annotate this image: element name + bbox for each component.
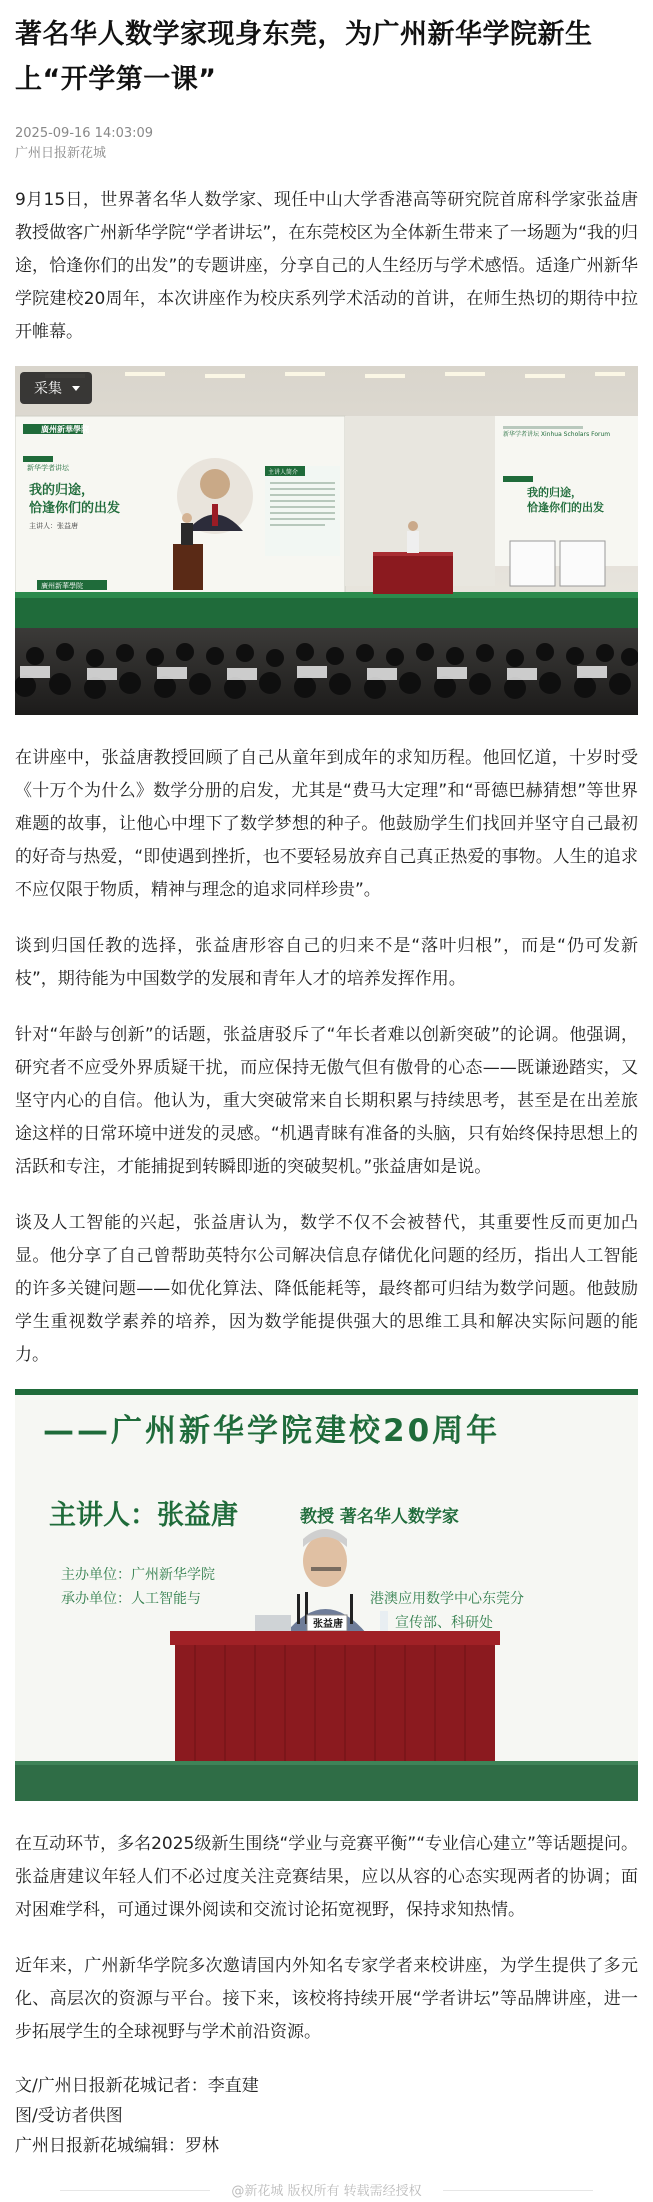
hall-intro-heading: 主讲人简介 xyxy=(268,469,299,476)
paragraph-ai: 谈及人工智能的兴起，张益唐认为，数学不仅不会被替代，其重要性反而更加凸显。他分享了自己曾帮助英特尔公司解决信息存储优化问题的经历，指出人工智能的许多关键问题——如优化算法、降低能耗等，最终都可归结为数学问题。他鼓励学生重视数学素养的培养，因为数学能提供强大的思维工具和解决实际问题的能力。 xyxy=(15,1213,638,1365)
paragraph-innovation: 针对“年龄与创新”的话题，张益唐驳斥了“年长者难以创新突破”的论调。他强调，研究者不应受外界质疑干扰，而应保持无傲气但有傲骨的心态——既谦逊踏实，又坚守内心的自信。他认为，重大突破常来自长期积累与持续思考，甚至是在出差旅途这样的日常环境中迸发的灵感。“机遇青睐有准备的头脑，只有始终保持思想上的活跃和专注，才能捕捉到转瞬即逝的突破契机。”张益唐如是说。 xyxy=(15,1025,638,1177)
hall-right-title-1: 我的归途， xyxy=(527,486,582,499)
paragraph-return: 谈到归国任教的选择，张益唐形容自己的归来不是“落叶归根”，而是“仍可发新枝”，期待能为中国数学的发展和青年人才的培养发挥作用。 xyxy=(15,936,638,989)
hall-school-name-bottom: 廣州新華學院 xyxy=(41,582,83,590)
podium-host: 主办单位：广州新华学院 xyxy=(61,1567,215,1583)
copyright-text: @新花城 版权所有 转载需经授权 xyxy=(231,2184,422,2199)
copyright-footer xyxy=(0,2180,653,2199)
hall-right-title-2: 恰逢你们的出发 xyxy=(527,501,604,514)
paragraph-intro: 9月15日，世界著名华人数学家、现任中山大学香港高等研究院首席科学家张益唐教授做客广州新华学院“学者讲坛”，在东莞校区为全体新生带来了一场题为“我的归途，恰逢你们的出发”的专题讲座，分享自己的人生经历与学术感悟。适逢广州新华学院建校20周年，本次讲座作为校庆系列学术活动的首讲，在师生热切的期待中拉开帷幕。 xyxy=(15,190,638,342)
lecture-hall-illustration xyxy=(15,366,638,715)
collect-button[interactable] xyxy=(20,372,92,404)
chevron-down-icon xyxy=(72,386,80,391)
paragraph-interaction: 在互动环节，多名2025级新生围绕“学业与竞赛平衡”“专业信心建立”等话题提问。张益唐建议年轻人们不必过度关注竞赛结果，应以从容的心态实现两者的协调；面对困难学科，可通过课外阅读和交流讨论拓宽视野，保持求知热情。 xyxy=(15,1834,638,1920)
podium-nameplate: 张益唐 xyxy=(313,1619,343,1630)
podium-cohost-b: 港澳应用数学中心东莞分 xyxy=(370,1591,524,1607)
hall-right-tag: 新华学者讲坛 Xinhua Scholars Forum xyxy=(503,431,611,438)
article-credits xyxy=(15,2071,638,2161)
reporter-credit: 文/广州日报新花城记者：李直建 xyxy=(15,2076,259,2096)
editor-credit: 广州日报新花城编辑：罗林 xyxy=(15,2136,219,2156)
article-title: 著名华人数学家现身东莞，为广州新华学院新生上“开学第一课” xyxy=(15,19,593,95)
podium-banner-text: ——广州新华学院建校20周年 xyxy=(43,1413,501,1449)
collect-label: 采集 xyxy=(34,381,62,397)
source-name[interactable]: 广州日报新花城 xyxy=(15,146,107,161)
hall-speaker-line: 主讲人：张益唐 xyxy=(29,522,78,530)
podium-cohost-c: 宣传部、科研处 xyxy=(395,1615,493,1631)
lecture-hall-photo[interactable] xyxy=(15,366,638,715)
photo-credit: 图/受访者供图 xyxy=(15,2106,123,2126)
podium-cohost-a: 承办单位：人工智能与 xyxy=(61,1591,201,1607)
hall-talk-title-2: 恰逢你们的出发 xyxy=(29,501,121,516)
paragraph-outlook: 近年来，广州新华学院多次邀请国内外知名专家学者来校讲座，为学生提供了多元化、高层次的资源与平台。接下来，该校将持续开展“学者讲坛”等品牌讲座，进一步拓展学生的全球视野与学术前沿资源。 xyxy=(15,1956,638,2042)
hall-series-tag: 新华学者讲坛 xyxy=(27,464,69,472)
footer-divider-left xyxy=(60,2190,210,2191)
paragraph-childhood: 在讲座中，张益唐教授回顾了自己从童年到成年的求知历程。他回忆道，十岁时受《十万个为什么》数学分册的启发，尤其是“费马大定理”和“哥德巴赫猜想”等世界难题的故事，让他心中埋下了数学梦想的种子。他鼓励学生们找回并坚守自己最初的好奇与热爱，“即使遇到挫折，也不要轻易放弃自己真正热爱的事物。人生的追求不应仅限于物质，精神与理念的追求同样珍贵”。 xyxy=(15,748,638,900)
speaker-podium-photo[interactable] xyxy=(15,1389,638,1801)
article xyxy=(15,0,638,2161)
hall-school-name: 廣州新華學院 xyxy=(41,425,89,434)
footer-divider-right xyxy=(443,2190,593,2191)
publish-time: 2025-09-16 14:03:09 xyxy=(15,126,154,141)
hall-talk-title-1: 我的归途， xyxy=(29,483,95,498)
speaker-podium-illustration xyxy=(15,1389,638,1801)
podium-speaker-title: 教授 著名华人数学家 xyxy=(300,1507,459,1527)
podium-speaker-name: 主讲人：张益唐 xyxy=(49,1500,238,1531)
